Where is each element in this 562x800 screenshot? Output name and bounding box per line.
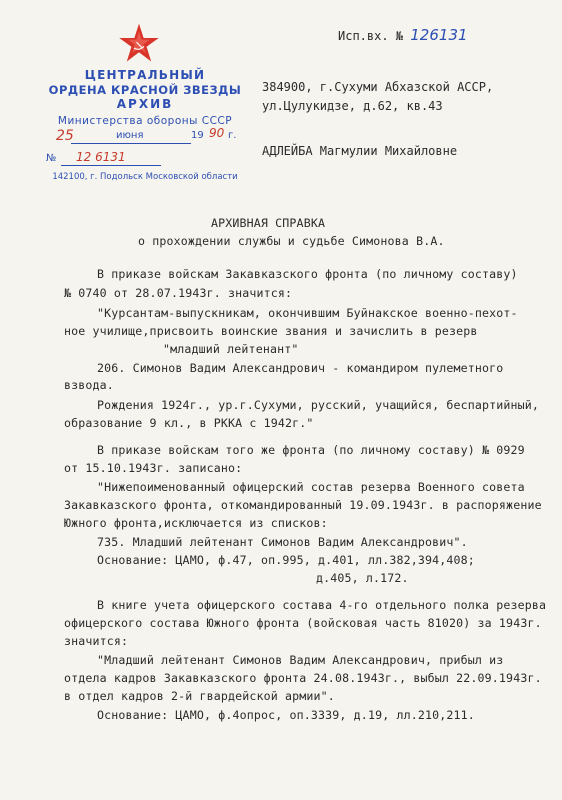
red-star-icon [118,22,160,64]
body-line: В книге учета офицерского состава 4-го отдельного полка резерва [97,598,547,612]
recipient-address-line-1: 384900, г.Сухуми Абхазской АССР, [262,80,494,94]
body-line: Рождения 1924г., ур.г.Сухуми, русский, учащийся, беспартийный, [97,398,540,412]
recipient-name: АДЛЕЙБА Магмулии Михайловне [262,144,458,158]
stamp-date-year: 19 [191,130,204,141]
stamp-date-underline [71,143,191,144]
stamp-number-label: № [46,153,57,164]
stamp-line-4: Министерства обороны СССР [57,115,233,127]
body-line: взвода. [64,378,114,392]
document-subtitle: о прохождении службы и судьбе Симонова В.А. [138,234,445,248]
stamp-number-value: 12 6131 [76,150,126,164]
body-line: В приказе войскам того же фронта (по личному составу) № 0929 [97,443,525,457]
stamp-number-underline [61,165,161,166]
body-line: № 0740 от 28.07.1943г. значится: [64,286,293,300]
body-line: Южного фронта,исключается из списков: [64,516,328,530]
stamp-date-year-handwritten: 90 [209,126,225,140]
body-line: в отдел кадров 2-й гвардейской армии". [64,689,335,703]
body-line: значится: [64,634,129,648]
stamp-date [46,126,246,148]
stamp-address: 142100, г. Подольск Московской области [52,172,238,182]
body-line: отдела кадров Закавказского фронта 24.08.1943г., выбыл 22.09.1943г. [64,671,542,685]
body-line: Основание: ЦАМО, ф.4опрос, оп.3339, д.19, лл.210,211. [97,708,475,722]
stamp-number [46,150,246,169]
body-line: от 15.10.1943г. записано: [64,461,243,475]
recipient-address-line-2: ул.Цулукидзе, д.62, кв.43 [262,99,443,113]
body-line: ное училище,присвоить воинские звания и зачислить в резерв [64,324,478,338]
incoming-number [338,26,468,44]
body-line: Закавказского фронта, откомандированный 19.09.1943г. в распоряжение [64,498,542,512]
body-line: 735. Младший лейтенант Симонов Вадим Александрович". [97,535,468,549]
body-line: "Младший лейтенант Симонов Вадим Александрович, прибыл из [97,653,504,667]
stamp-line-1: ЦЕНТРАЛЬНЫЙ [84,68,206,82]
body-line: Основание: ЦАМО, ф.47, оп.995, д.401, лл.382,394,408; [97,553,475,567]
stamp-date-month: июня [116,130,144,141]
body-line: "младший лейтенант" [163,342,299,356]
body-line: 206. Симонов Вадим Александрович - командиром пулеметного [97,361,504,375]
incoming-label: Исп.вх. № [338,29,404,43]
stamp-date-suffix: г. [228,130,237,141]
body-line: образование 9 кл., в РККА с 1942г." [64,416,314,430]
stamp-line-2: ОРДЕНА КРАСНОЙ ЗВЕЗДЫ [48,83,242,97]
body-line: В приказе войскам Закавказского фронта (по личному составу) [97,267,518,281]
document-title: АРХИВНАЯ СПРАВКА [211,216,326,230]
stamp-date-day: 25 [56,128,74,144]
body-line: "Нижепоименованный офицерский состав резерва Военного совета [97,480,525,494]
body-line: "Курсантам-выпускникам, окончившим Буйнакское военно-пехот- [97,306,518,320]
body-line: офицерского состава Южного фронта (войсковая часть 81020) за 1943г. [64,616,542,630]
incoming-number-value: 126131 [410,26,468,44]
body-line: д.405, л.172. [316,571,409,585]
stamp-line-3: АРХИВ [116,97,174,111]
